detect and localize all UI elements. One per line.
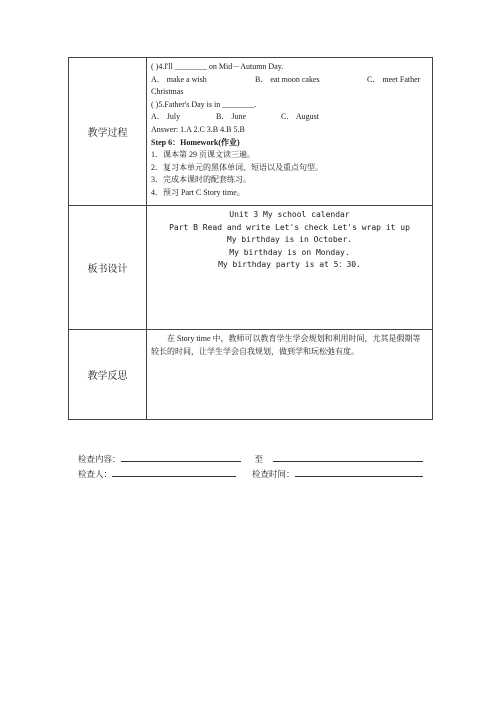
question-4-options <box>151 74 428 87</box>
board-line: My birthday is on Monday. <box>229 247 350 257</box>
reflection-text: 在 Story time 中，教师可以教育学生学会规划和利用时间，尤其是假期等较长的时间，让学生学会自我规划，做到学和玩松弛有度。 <box>147 330 433 420</box>
footer-row-1 <box>78 452 423 465</box>
homework-item: 1．课本第 29 页课文读三遍。 <box>151 150 255 160</box>
board-line: My birthday is in October. <box>226 235 353 245</box>
footer-row-2 <box>78 467 423 480</box>
teaching-process-row <box>69 58 433 206</box>
option-a: A． July <box>151 112 181 122</box>
option-b: B． June <box>216 112 246 122</box>
board-line: My birthday party is at 5：30. <box>218 260 361 270</box>
step-6-heading: Step 6：Homework(作业) <box>151 137 240 147</box>
homework-item: 4．预习 Part C Story time。 <box>151 187 245 197</box>
answer-key: Answer: 1.A 2.C 3.B 4.B 5.B <box>151 124 245 134</box>
board-design-label: 板书设计 <box>69 206 147 330</box>
homework-item: 2．复习本单元的黑体单词、短语以及重点句型。 <box>151 162 323 172</box>
reflection-row <box>69 330 433 420</box>
reflection-label: 教学反思 <box>69 330 147 420</box>
to-blank[interactable] <box>273 452 423 462</box>
check-content-blank[interactable] <box>121 452 241 462</box>
teaching-process-label: 教学过程 <box>69 58 147 206</box>
to-label: 至 <box>254 455 264 465</box>
board-design-row <box>69 206 433 330</box>
question-4-continued: Christmas <box>151 87 184 97</box>
checker-blank[interactable] <box>112 467 236 477</box>
option-c: C． meet Father <box>367 74 421 84</box>
board-line: Unit 3 My school calendar <box>229 210 350 219</box>
check-time-label: 检查时间： <box>252 470 295 480</box>
option-c: C． August <box>281 112 320 122</box>
board-design-content <box>147 206 433 330</box>
homework-item: 3．完成本课时的配套练习。 <box>151 175 251 185</box>
board-line: Part B Read and write Let's check Let's wrap it up <box>169 222 410 232</box>
check-time-blank[interactable] <box>295 467 423 477</box>
option-a: A． make a wish <box>151 74 207 84</box>
checker-label: 检查人： <box>78 470 113 480</box>
option-b: B． eat moon cakes <box>255 74 320 84</box>
teaching-process-content <box>147 58 433 206</box>
lesson-plan-table <box>68 57 433 420</box>
question-4: ( )4.I'll ________ on Mid－Autumn Day. <box>151 62 284 71</box>
check-content-label: 检查内容： <box>78 455 121 465</box>
question-5-options <box>151 111 428 124</box>
question-5: ( )5.Father's Day is in ________. <box>151 99 257 109</box>
